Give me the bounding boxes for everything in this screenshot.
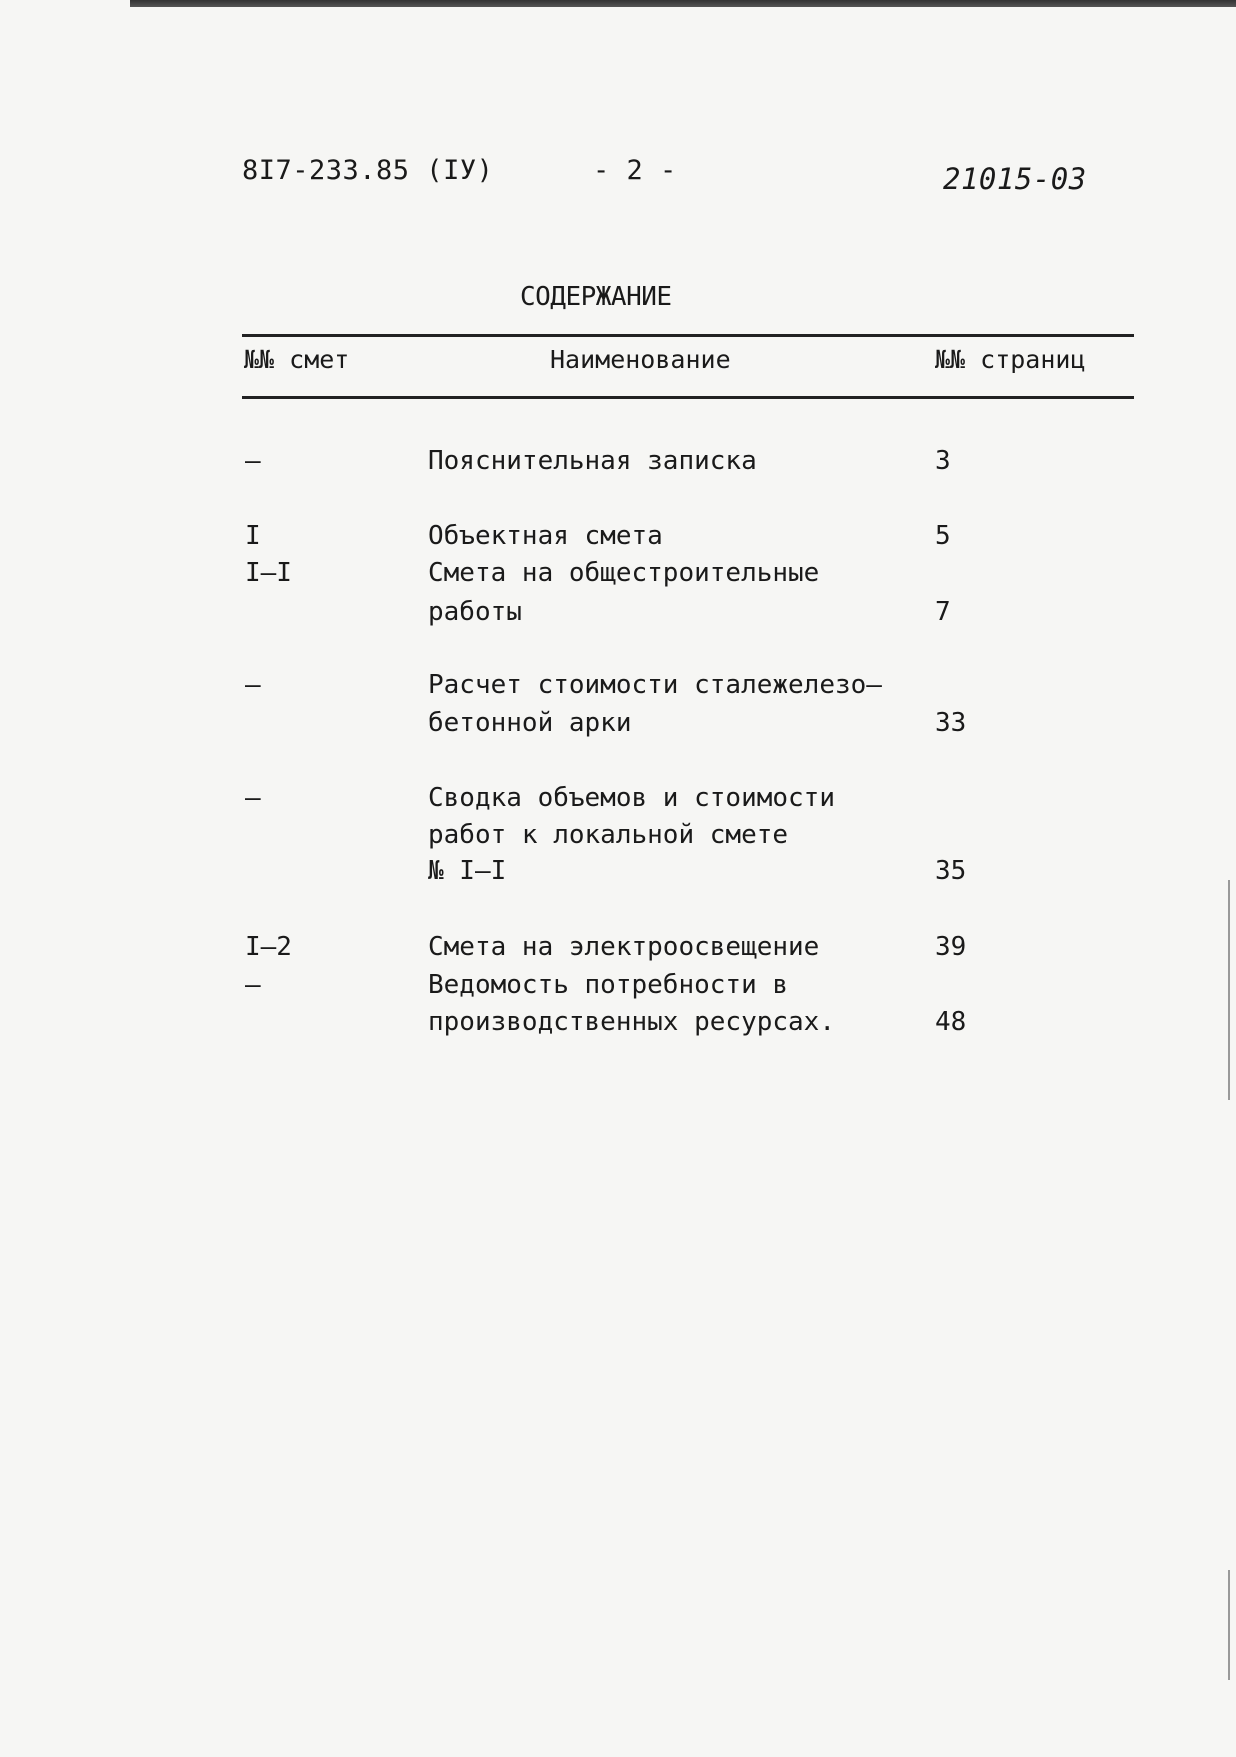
entry-name: Пояснительная записка — [428, 446, 757, 476]
page-number: - 2 - — [593, 155, 677, 186]
entry-name: Объектная смета — [428, 521, 663, 551]
contents-title: СОДЕРЖАНИЕ — [520, 282, 672, 312]
entry-page: 48 — [935, 1007, 967, 1037]
entry-name: Сводка объемов и стоимости — [428, 783, 835, 813]
contents-line — [0, 1007, 1236, 1045]
contents-line — [0, 670, 1236, 708]
contents-line — [0, 708, 1236, 746]
column-header-name: Наименование — [550, 345, 731, 374]
handwritten-code: 21015-03 — [943, 162, 1087, 196]
estimate-number: I–2 — [245, 932, 292, 962]
contents-line — [0, 521, 1236, 559]
entry-page: 3 — [935, 446, 951, 476]
entry-name: № I–I — [428, 856, 507, 886]
estimate-number: I — [245, 521, 261, 551]
contents-line — [0, 970, 1236, 1008]
contents-line — [0, 558, 1236, 596]
estimate-number: I–I — [245, 558, 292, 588]
entry-page: 7 — [935, 597, 951, 627]
table-header-rule — [242, 396, 1134, 399]
contents-line — [0, 856, 1236, 894]
estimate-number: – — [245, 970, 261, 1000]
contents-line — [0, 783, 1236, 821]
estimate-number: – — [245, 446, 261, 476]
contents-line — [0, 597, 1236, 635]
table-top-rule — [242, 334, 1134, 337]
scan-right-edge — [1228, 1570, 1230, 1680]
entry-name: бетонной арки — [428, 708, 632, 738]
column-header-estimate-no: №№ смет — [244, 345, 350, 374]
entry-name: Расчет стоимости сталежелезо– — [428, 670, 882, 700]
contents-line — [0, 820, 1236, 858]
estimate-number: – — [245, 670, 261, 700]
scan-top-edge — [130, 0, 1236, 7]
entry-page: 35 — [935, 856, 967, 886]
entry-name: работ к локальной смете — [428, 820, 789, 850]
entry-name: Смета на электроосвещение — [428, 932, 820, 962]
entry-page: 39 — [935, 932, 967, 962]
document-code: 8I7-233.85 (IУ) — [242, 155, 494, 186]
entry-page: 33 — [935, 708, 967, 738]
entry-name: Ведомость потребности в — [428, 970, 789, 1000]
entry-name: Смета на общестроительные — [428, 558, 820, 588]
contents-line — [0, 446, 1236, 484]
entry-page: 5 — [935, 521, 951, 551]
entry-name: работы — [428, 597, 522, 627]
entry-name: производственных ресурсах. — [428, 1007, 835, 1037]
contents-line — [0, 932, 1236, 970]
column-header-pages: №№ страниц — [935, 345, 1086, 374]
estimate-number: – — [245, 783, 261, 813]
